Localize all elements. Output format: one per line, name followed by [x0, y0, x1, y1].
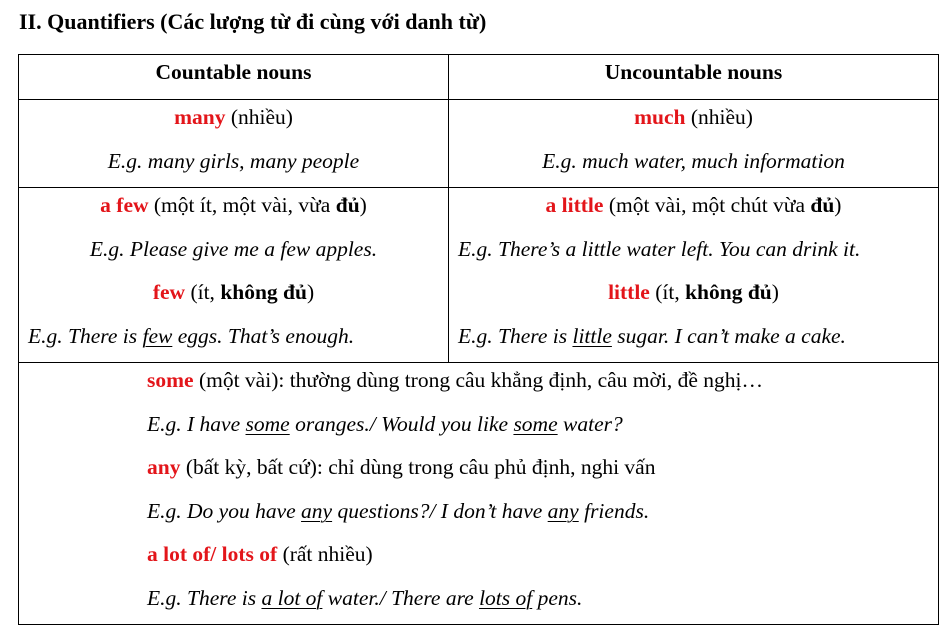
- little-meaning-bold: không đủ: [685, 280, 772, 304]
- much-meaning: (nhiều): [685, 105, 753, 129]
- quantifier-little: little: [608, 280, 650, 304]
- alot-example-underlined-1: a lot of: [261, 586, 323, 610]
- quantifier-a-few: a few: [100, 193, 149, 217]
- quantifier-a-lot-of: a lot of/ lots of: [147, 542, 278, 566]
- some-line: [147, 367, 763, 393]
- quantifiers-table: [18, 54, 939, 625]
- alot-line: [147, 541, 373, 567]
- few-meaning: (ít,: [185, 280, 221, 304]
- little-meaning: (ít,: [649, 280, 686, 304]
- table-border-top: [18, 54, 939, 55]
- some-example-underlined-1: some: [245, 412, 290, 436]
- any-example-start: E.g. Do you have: [147, 499, 302, 523]
- little-example-start: E.g. There is: [458, 324, 573, 348]
- quantifier-many: many: [174, 105, 226, 129]
- afew-line: [19, 192, 448, 218]
- many-line: [19, 104, 448, 130]
- quantifier-much: much: [634, 105, 686, 129]
- header-countable: Countable nouns: [155, 60, 312, 84]
- few-example-start: E.g. There is: [28, 324, 143, 348]
- alot-example-end: pens.: [532, 586, 583, 610]
- few-example-end: eggs. That’s enough.: [172, 324, 355, 348]
- alot-meaning: (rất nhiều): [277, 542, 373, 566]
- afew-meaning-bold: đủ: [335, 193, 360, 217]
- page-title: II. Quantifiers (Các lượng từ đi cùng với danh từ): [19, 9, 487, 34]
- alittle-meaning-bold: đủ: [810, 193, 835, 217]
- alot-example-middle: water./ There are: [322, 586, 480, 610]
- some-example-start: E.g. I have: [147, 412, 246, 436]
- alot-example-start: E.g. There is: [147, 586, 262, 610]
- any-example-underlined-2: any: [547, 499, 579, 523]
- alot-example: [147, 585, 582, 611]
- some-meaning: (một vài): thường dùng trong câu khẳng định, câu mời, đề nghị…: [193, 368, 763, 392]
- few-meaning-bold: không đủ: [220, 280, 307, 304]
- some-example: [147, 411, 623, 437]
- many-example: E.g. many girls, many people: [107, 149, 360, 173]
- any-example: [147, 498, 649, 524]
- afew-meaning: (một ít, một vài, vừa: [148, 193, 336, 217]
- little-meaning-end: ): [771, 280, 779, 304]
- row-divider: [18, 187, 939, 188]
- any-meaning: (bất kỳ, bất cứ): chỉ dùng trong câu phủ định, nghi vấn: [180, 455, 656, 479]
- alittle-meaning: (một vài, một chút vừa: [603, 193, 811, 217]
- afew-meaning-end: ): [359, 193, 367, 217]
- table-border-bottom: [18, 624, 939, 625]
- few-example-underlined: few: [142, 324, 173, 348]
- alittle-meaning-end: ): [834, 193, 842, 217]
- little-example-underlined: little: [572, 324, 612, 348]
- alot-example-underlined-2: lots of: [479, 586, 533, 610]
- some-example-end: water?: [557, 412, 623, 436]
- table-border-right: [938, 54, 939, 625]
- much-line: [449, 104, 938, 130]
- header-uncountable: Uncountable nouns: [604, 60, 783, 84]
- little-line: [449, 279, 938, 305]
- some-example-middle: oranges./ Would you like: [289, 412, 514, 436]
- any-line: [147, 454, 655, 480]
- alittle-line: [449, 192, 938, 218]
- row-divider: [18, 99, 939, 100]
- many-meaning: (nhiều): [225, 105, 293, 129]
- any-example-underlined-1: any: [301, 499, 333, 523]
- any-example-end: friends.: [578, 499, 650, 523]
- few-example: [28, 323, 354, 349]
- quantifier-any: any: [147, 455, 181, 479]
- little-example: [458, 323, 846, 349]
- some-example-underlined-2: some: [513, 412, 558, 436]
- few-meaning-end: ): [306, 280, 315, 304]
- few-line: [19, 279, 448, 305]
- alittle-example: E.g. There’s a little water left. You can drink it.: [458, 237, 861, 261]
- afew-example: E.g. Please give me a few apples.: [89, 237, 378, 261]
- row-divider: [18, 362, 939, 363]
- much-example: E.g. much water, much information: [542, 149, 845, 173]
- any-example-middle: questions?/ I don’t have: [332, 499, 548, 523]
- table-border-left: [18, 54, 19, 625]
- quantifier-a-little: a little: [545, 193, 604, 217]
- little-example-end: sugar. I can’t make a cake.: [611, 324, 846, 348]
- quantifier-few: few: [152, 280, 186, 304]
- quantifier-some: some: [147, 368, 194, 392]
